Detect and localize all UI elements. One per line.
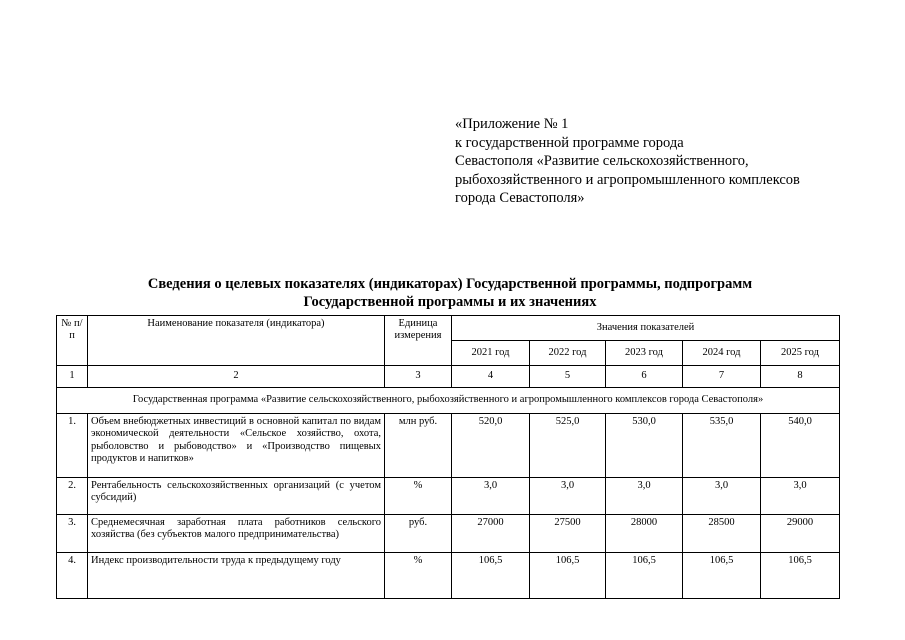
header-num: № п/п	[57, 316, 88, 366]
row-value: 520,0	[452, 414, 530, 478]
row-value: 106,5	[530, 553, 606, 599]
row-num: 1.	[57, 414, 88, 478]
header-year: 2021 год	[452, 341, 530, 366]
row-value: 3,0	[530, 478, 606, 515]
appendix-line: Севастополя «Развитие сельскохозяйственного,	[455, 153, 749, 170]
row-unit: руб.	[385, 515, 452, 553]
row-value: 29000	[761, 515, 840, 553]
header-unit: Единица измерения	[385, 316, 452, 366]
table-row	[57, 515, 840, 553]
row-value: 3,0	[683, 478, 761, 515]
row-value: 525,0	[530, 414, 606, 478]
column-number: 6	[606, 366, 683, 388]
appendix-line: рыбохозяйственного и агропромышленного комплексов	[455, 171, 800, 188]
row-name: Среднемесячная заработная плата работников сельского хозяйства (без субъектов малого предпринимательства)	[88, 515, 385, 553]
row-value: 3,0	[452, 478, 530, 515]
row-value: 3,0	[606, 478, 683, 515]
table-row	[57, 414, 840, 478]
title-line-1: Сведения о целевых показателях (индикаторах) Государственной программы, подпрограмм	[147, 276, 753, 292]
row-value: 106,5	[452, 553, 530, 599]
section-title: Государственная программа «Развитие сельскохозяйственного, рыбохозяйственного и агропромышленного комплексов города Севастополя»	[57, 388, 840, 414]
column-number: 1	[57, 366, 88, 388]
column-number: 2	[88, 366, 385, 388]
title-line-2: Государственной программы и их значениях	[303, 293, 597, 310]
header-year: 2023 год	[606, 341, 683, 366]
column-numbers-row	[57, 366, 840, 388]
column-number: 5	[530, 366, 606, 388]
row-num: 2.	[57, 478, 88, 515]
appendix-line: «Приложение № 1	[455, 116, 569, 132]
column-number: 3	[385, 366, 452, 388]
section-row	[57, 388, 840, 414]
indicators-table	[56, 315, 840, 599]
row-value: 28500	[683, 515, 761, 553]
appendix-note	[455, 115, 800, 208]
row-value: 106,5	[606, 553, 683, 599]
row-unit: млн руб.	[385, 414, 452, 478]
row-value: 106,5	[683, 553, 761, 599]
document-title	[50, 276, 850, 311]
row-value: 28000	[606, 515, 683, 553]
header-year: 2025 год	[761, 341, 840, 366]
column-number: 4	[452, 366, 530, 388]
row-value: 530,0	[606, 414, 683, 478]
row-name: Рентабельность сельскохозяйственных организаций (с учетом субсидий)	[88, 478, 385, 515]
row-name: Объем внебюджетных инвестиций в основной капитал по видам экономической деятельности «Сельское хозяйство, охота, рыболовство и рыбоводство» и «Производство пищевых продуктов и напитков»	[88, 414, 385, 478]
row-unit: %	[385, 553, 452, 599]
row-num: 4.	[57, 553, 88, 599]
row-value: 535,0	[683, 414, 761, 478]
row-name: Индекс производительности труда к предыдущему году	[88, 553, 385, 599]
row-value: 3,0	[761, 478, 840, 515]
header-year: 2022 год	[530, 341, 606, 366]
header-name: Наименование показателя (индикатора)	[88, 316, 385, 366]
row-value: 27000	[452, 515, 530, 553]
column-number: 7	[683, 366, 761, 388]
appendix-line: к государственной программе города	[455, 134, 684, 151]
header-year: 2024 год	[683, 341, 761, 366]
header-row	[57, 316, 840, 341]
appendix-line: города Севастополя»	[455, 190, 585, 207]
table-row	[57, 553, 840, 599]
row-value: 106,5	[761, 553, 840, 599]
header-values: Значения показателей	[452, 316, 840, 341]
row-value: 27500	[530, 515, 606, 553]
column-number: 8	[761, 366, 840, 388]
table-row	[57, 478, 840, 515]
row-num: 3.	[57, 515, 88, 553]
row-unit: %	[385, 478, 452, 515]
row-value: 540,0	[761, 414, 840, 478]
